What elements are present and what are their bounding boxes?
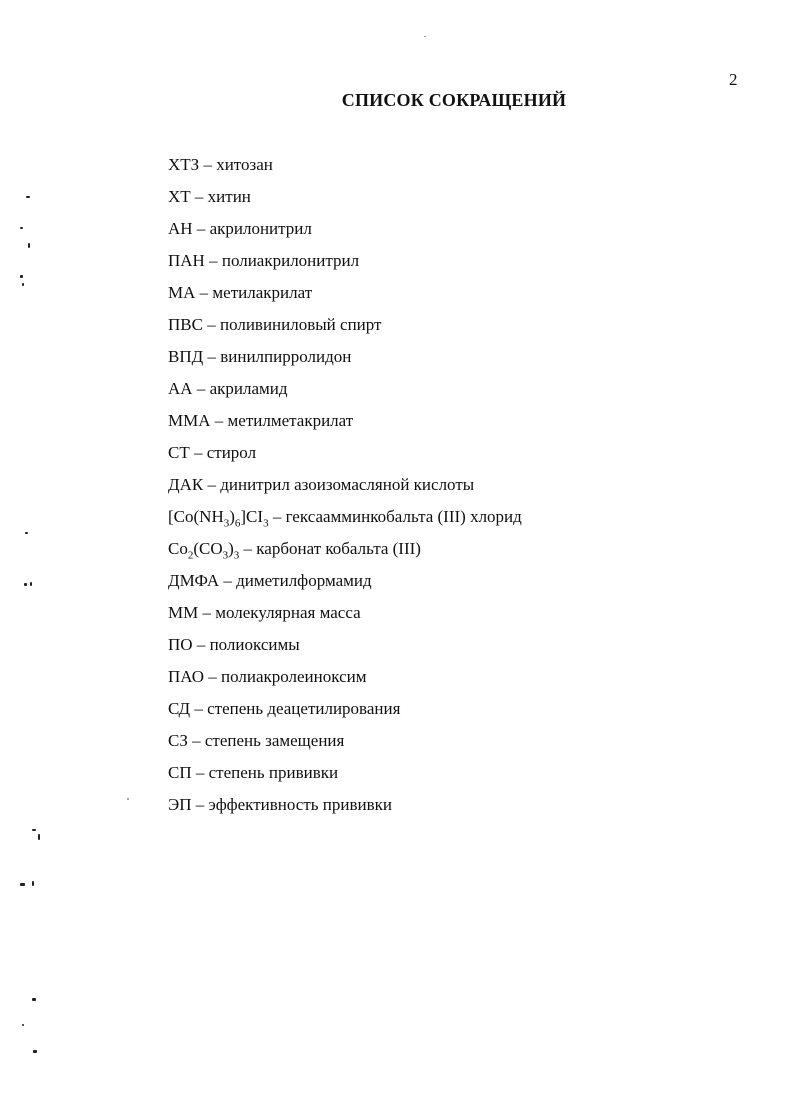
definition: степень деацетилирования <box>207 699 401 718</box>
page-title: СПИСОК СОКРАЩЕНИЙ <box>341 90 567 110</box>
abbreviation: ПО <box>168 635 193 654</box>
scan-speck <box>30 582 32 586</box>
definition: хитозан <box>216 155 273 174</box>
scan-speck <box>20 227 23 229</box>
page-number: 2 <box>729 70 738 89</box>
separator: – <box>187 731 205 750</box>
abbreviation-item <box>168 504 522 536</box>
separator: – <box>190 699 208 718</box>
abbreviation-item <box>168 312 522 344</box>
scan-speck <box>24 583 27 586</box>
definition: поливиниловый спирт <box>219 315 382 334</box>
scan-speck <box>32 881 34 886</box>
abbreviation-item <box>168 184 522 216</box>
definition: динитрил азоизомасляной кислоты <box>220 475 475 494</box>
abbreviation-item <box>168 568 522 600</box>
separator: – <box>203 347 221 366</box>
definition: стирол <box>206 443 257 462</box>
definition: молекулярная масса <box>215 603 361 622</box>
separator: – <box>198 603 216 622</box>
abbreviation-item <box>168 536 522 568</box>
abbreviation: ММА <box>168 411 211 430</box>
abbreviation: МА <box>168 283 196 302</box>
definition: метилакрилат <box>212 283 313 302</box>
definition: полиакролеиноксим <box>220 667 367 686</box>
abbreviation: ВПД <box>168 347 204 366</box>
abbreviation: $[Co(NH_3)_6]CI_3$ <box>168 507 269 530</box>
abbreviation: СЗ <box>168 731 188 750</box>
definition: степень замещения <box>204 731 345 750</box>
separator: – <box>189 443 207 462</box>
scan-speck <box>424 36 426 37</box>
scan-speck <box>20 883 25 886</box>
abbreviation: СД <box>168 699 191 718</box>
scan-speck <box>32 998 36 1001</box>
abbreviation: ДАК <box>168 475 204 494</box>
abbreviation: ПАО <box>168 667 204 686</box>
abbreviation: ММ <box>168 603 199 622</box>
scan-speck <box>20 275 23 278</box>
definition: гексаамминкобальта (III) хлорид <box>285 507 522 526</box>
definition: диметилформамид <box>236 571 372 590</box>
abbreviation: $Co_2(CO_3)_3$ <box>168 539 240 562</box>
abbreviation: СП <box>168 763 192 782</box>
separator: – <box>190 187 208 206</box>
abbreviation-item <box>168 152 522 184</box>
scan-speck <box>32 829 36 831</box>
separator: – <box>203 475 221 494</box>
separator: – <box>199 155 217 174</box>
separator: – <box>203 667 221 686</box>
definition: полиоксимы <box>209 635 300 654</box>
separator: – <box>204 251 222 270</box>
abbreviation: ХТЗ <box>168 155 200 174</box>
scan-speck <box>22 283 24 286</box>
definition: винилпирролидон <box>220 347 352 366</box>
separator: – <box>239 539 257 558</box>
abbreviation: ДМФА <box>168 571 220 590</box>
scan-speck <box>25 532 28 534</box>
abbreviation: ХТ <box>168 187 191 206</box>
scan-speck <box>33 1050 37 1053</box>
abbreviation: ЭП <box>168 795 192 814</box>
separator: – <box>268 507 286 526</box>
separator: – <box>195 283 213 302</box>
scan-speck <box>26 196 30 198</box>
definition: эффективность прививки <box>208 795 392 814</box>
abbreviation-item <box>168 408 522 440</box>
definition: карбонат кобальта (III) <box>256 539 421 558</box>
scan-speck <box>22 1024 24 1026</box>
abbreviation-item <box>168 632 522 664</box>
scan-speck <box>28 243 30 248</box>
abbreviation-item <box>168 792 522 824</box>
abbreviation-item <box>168 664 522 696</box>
definition: акриламид <box>209 379 288 398</box>
separator: – <box>191 795 209 814</box>
separator: – <box>202 315 220 334</box>
definition: хитин <box>207 187 251 206</box>
scan-speck <box>38 834 40 840</box>
definition: степень прививки <box>208 763 339 782</box>
definition: акрилонитрил <box>209 219 312 238</box>
abbreviation-item <box>168 600 522 632</box>
separator: – <box>219 571 237 590</box>
abbreviation-item <box>168 696 522 728</box>
separator: – <box>192 219 210 238</box>
scan-speck <box>127 798 129 800</box>
abbreviation-item <box>168 376 522 408</box>
definition: метилметакрилат <box>227 411 354 430</box>
abbreviation-item <box>168 472 522 504</box>
abbreviation-item <box>168 440 522 472</box>
abbreviation: ПАН <box>168 251 205 270</box>
abbreviation-item <box>168 344 522 376</box>
abbreviation: АА <box>168 379 193 398</box>
abbreviation: СТ <box>168 443 190 462</box>
separator: – <box>191 763 209 782</box>
abbreviation-item <box>168 280 522 312</box>
separator: – <box>192 635 210 654</box>
separator: – <box>210 411 228 430</box>
abbreviation-item <box>168 248 522 280</box>
separator: – <box>192 379 210 398</box>
abbreviation-list <box>168 152 522 824</box>
abbreviation-item <box>168 760 522 792</box>
abbreviation-item <box>168 216 522 248</box>
abbreviation-item <box>168 728 522 760</box>
abbreviation: ПВС <box>168 315 203 334</box>
abbreviation: АН <box>168 219 193 238</box>
definition: полиакрилонитрил <box>221 251 360 270</box>
